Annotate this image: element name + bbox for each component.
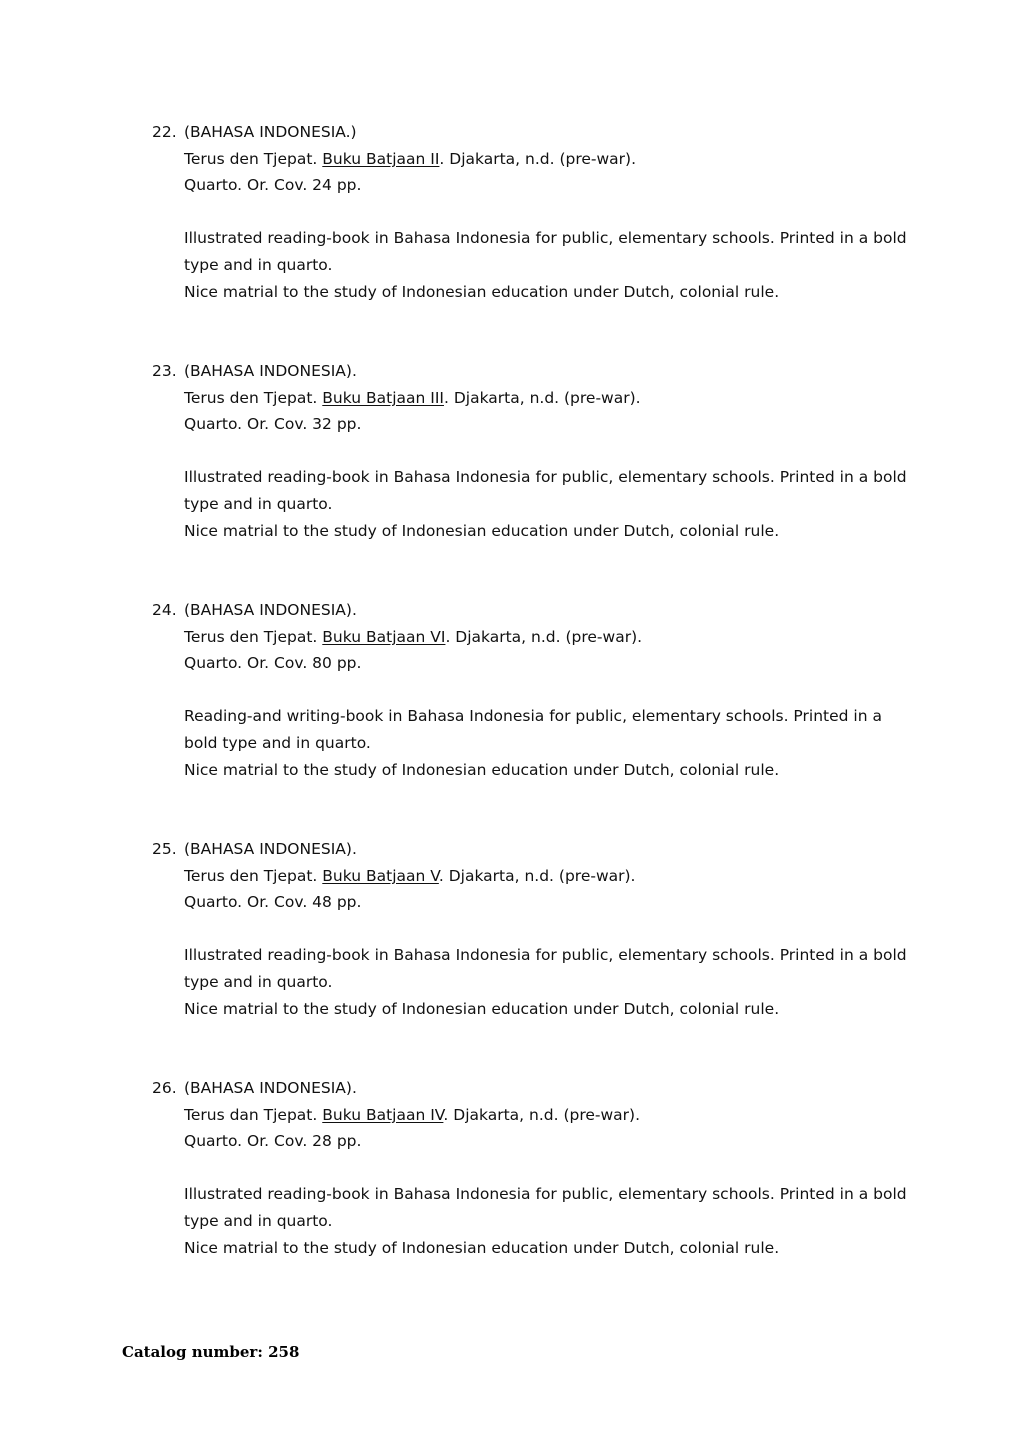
title-suffix: . Djakarta, n.d. (pre-war). [443,388,641,407]
entry-heading: (BAHASA INDONESIA). [184,362,357,380]
title-prefix: Terus den Tjepat. [184,388,323,407]
entry-heading-line [152,119,912,146]
entry-heading: (BAHASA INDONESIA). [184,1079,357,1097]
catalog-entry-24 [152,597,912,783]
entry-title-line [152,146,912,173]
title-prefix: Terus den Tjepat. [184,627,323,646]
catalog-entry-25 [152,836,912,1022]
entry-format: Quarto. Or. Cov. 48 pp. [184,893,362,912]
title-suffix: . Djakarta, n.d. (pre-war). [439,149,637,168]
title-suffix: . Djakarta, n.d. (pre-war). [438,866,636,885]
catalog-entry-22 [152,119,912,305]
catalog-entry-23 [152,358,912,544]
entry-heading-line [152,836,912,863]
entry-number: 22. [152,123,177,141]
entry-number: 23. [152,362,177,380]
catalog-entry-26 [152,1075,912,1261]
book-title: Buku Batjaan IV [322,1105,444,1124]
entry-title-line [152,863,912,890]
entry-description: Illustrated reading-book in Bahasa Indonesia for public, elementary schools. Printed in a bold type and in quarto. [184,229,907,274]
entry-note: Nice matrial to the study of Indonesian education under Dutch, colonial rule. [184,999,780,1018]
entry-heading-line [152,597,912,624]
entry-description: Illustrated reading-book in Bahasa Indonesia for public, elementary schools. Printed in a bold type and in quarto. [184,468,907,513]
entry-note: Nice matrial to the study of Indonesian education under Dutch, colonial rule. [184,521,780,540]
entry-title-line [152,1102,912,1129]
entry-heading: (BAHASA INDONESIA). [184,840,357,858]
entry-heading: (BAHASA INDONESIA). [184,601,357,619]
book-title: Buku Batjaan V [322,866,439,885]
title-prefix: Terus den Tjepat. [184,149,323,168]
title-prefix: Terus dan Tjepat. [184,1105,323,1124]
entry-heading: (BAHASA INDONESIA.) [184,123,357,141]
entry-format: Quarto. Or. Cov. 80 pp. [184,654,362,673]
title-suffix: . Djakarta, n.d. (pre-war). [443,1105,641,1124]
title-prefix: Terus den Tjepat. [184,866,323,885]
entry-number: 26. [152,1079,177,1097]
entry-title-line [152,385,912,412]
entry-heading-line [152,1075,912,1102]
entry-format: Quarto. Or. Cov. 32 pp. [184,415,362,434]
book-title: Buku Batjaan VI [322,627,446,646]
entry-description: Illustrated reading-book in Bahasa Indonesia for public, elementary schools. Printed in a bold type and in quarto. [184,1185,907,1230]
entry-number: 24. [152,601,177,619]
entry-note: Nice matrial to the study of Indonesian education under Dutch, colonial rule. [184,282,780,301]
entry-note: Nice matrial to the study of Indonesian education under Dutch, colonial rule. [184,1238,780,1257]
entry-description: Reading-and writing-book in Bahasa Indonesia for public, elementary schools. Printed in a bold type and in quarto. [184,707,882,752]
book-title: Buku Batjaan II [322,149,440,168]
entry-format: Quarto. Or. Cov. 24 pp. [184,176,362,195]
entry-format: Quarto. Or. Cov. 28 pp. [184,1132,362,1151]
entry-heading-line [152,358,912,385]
book-title: Buku Batjaan III [322,388,444,407]
entry-number: 25. [152,840,177,858]
entry-note: Nice matrial to the study of Indonesian education under Dutch, colonial rule. [184,760,780,779]
entry-description: Illustrated reading-book in Bahasa Indonesia for public, elementary schools. Printed in a bold type and in quarto. [184,946,907,991]
catalog-number-footer: Catalog number: 258 [122,1343,300,1361]
entry-title-line [152,624,912,651]
title-suffix: . Djakarta, n.d. (pre-war). [445,627,643,646]
